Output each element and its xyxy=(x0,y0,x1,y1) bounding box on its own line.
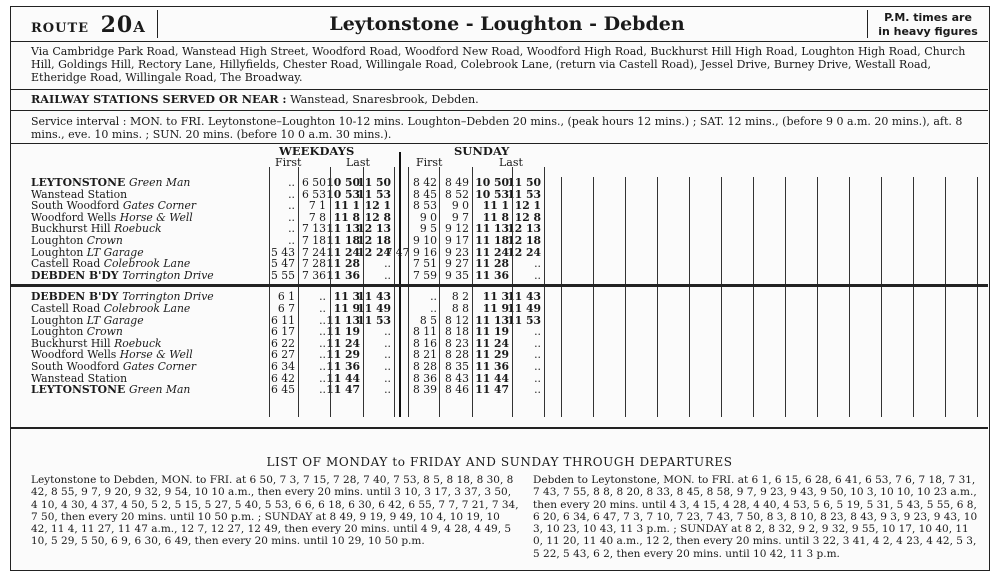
pm-note-line1: P.M. times are xyxy=(884,11,972,24)
time-cell: 8 49 xyxy=(444,176,469,189)
time-cell: .. xyxy=(288,176,295,189)
stop-title: Wanstead Station xyxy=(31,371,128,385)
time-cell: .. xyxy=(534,371,541,385)
time-cell: .. xyxy=(384,336,391,350)
time-cell: 11 13 xyxy=(326,222,360,236)
time-cell: 7 24 xyxy=(301,245,326,259)
time-cell: .. xyxy=(430,302,437,315)
time-cell: 8 43 xyxy=(444,371,469,385)
time-cell: 8 36 xyxy=(412,371,437,385)
time-cell: 9 17 xyxy=(444,234,469,247)
time-cell: 9 7 xyxy=(451,210,469,224)
time-cell: 8 42 xyxy=(412,176,437,189)
stop-title: Woodford Wells xyxy=(31,210,120,224)
stop-title: DEBDEN B'DY xyxy=(31,268,123,282)
time-cell: 8 2 xyxy=(451,290,469,304)
time-cell: .. xyxy=(534,348,541,362)
time-cell: 11 36 xyxy=(475,360,509,373)
stop-landmark: Gates Corner xyxy=(122,360,197,373)
time-cell: 11 36 xyxy=(326,268,360,282)
stop-landmark: Colebrook Lane xyxy=(103,257,191,271)
grid-rule xyxy=(945,177,946,417)
time-cell: 8 12 xyxy=(444,313,469,327)
time-cell: 12 13 xyxy=(357,222,391,236)
route-label: ROUTE xyxy=(31,21,90,36)
through-departures-debden-to-leytonstone: Debden to Leytonstone, MON. to FRI. at 6 1, 6 15, 6 28, 6 41, 6 53, 7 6, 7 18, 7 31, 7 43, 7 55, 8 8, 8 20, 8 33, 8 45, 8 58, 9 7, 9 23, 9 43, 9 50, 10 3, 10 10, 10 23 a.m., then every 20 mins. until 4 3, 4 15, 4 28, 4 40, 4 53, 5 6, 5 19, 5 31, 5 43, 5 55, 6 8, 6 20, 6 34, 6 47, 7 3, 7 10, 7 23, 7 43, 7 50, 8 3, 8 10, 8 23, 8 43, 9 3, 9 23, 9 43, 10 3, 10 23, 10 43, 11 3 p.m. ; SUNDAY at 8 2, 8 32, 9 2, 9 32, 9 55, 10 17, 10 40, 11 0, 11 20, 11 40 a.m., 12 2, then every 20 mins. until 3 22, 3 41, 4 2, 4 23, 4 42, 5 3, 5 22, 5 43, 6 2, then every 20 mins. until 10 42, 11 3 p.m. xyxy=(533,474,978,560)
time-cell: .. xyxy=(430,290,437,304)
time-cell: 8 5 xyxy=(419,313,437,327)
time-cell: 11 50 xyxy=(507,176,541,189)
grid-rule xyxy=(544,167,545,417)
time-cell: 8 45 xyxy=(412,187,437,201)
time-cell: 11 8 xyxy=(482,210,509,224)
time-cell: 6 42 xyxy=(270,371,295,385)
time-cell: 6 22 xyxy=(270,336,295,350)
through-departures xyxy=(11,427,988,574)
stop-landmark: Colebrook Lane xyxy=(103,302,191,315)
route-suffix: A xyxy=(133,18,146,36)
time-cell: 12 8 xyxy=(364,210,391,224)
time-cell: 9 5 xyxy=(419,222,437,236)
time-cell: 11 47 xyxy=(475,383,509,397)
time-cell: 12 1 xyxy=(514,199,541,213)
time-cell: 11 18 xyxy=(475,234,509,247)
time-cell: 11 24 xyxy=(475,245,509,259)
time-cell: .. xyxy=(384,257,391,271)
grid-rule xyxy=(330,167,331,417)
grid-rule xyxy=(561,177,562,417)
grid-rule xyxy=(472,167,473,417)
time-cell: 11 13 xyxy=(475,222,509,236)
grid-rule xyxy=(657,177,658,417)
stop-landmark: Roebuck xyxy=(114,336,162,350)
time-cell: .. xyxy=(384,348,391,362)
time-cell: 7 13 xyxy=(301,222,326,236)
time-cell: 9 35 xyxy=(444,268,469,282)
time-cell: 11 9 xyxy=(482,302,509,315)
time-cell: 11 53 xyxy=(357,187,391,201)
time-cell: 6 50 xyxy=(301,176,326,189)
time-cell: .. xyxy=(319,383,326,397)
grid-rule xyxy=(298,167,299,417)
time-cell: 12 13 xyxy=(507,222,541,236)
time-cell: 11 18 xyxy=(326,234,360,247)
sunday-heading: SUNDAY xyxy=(454,144,510,158)
stop-landmark: Torrington Drive xyxy=(122,290,214,304)
time-cell: 6 17 xyxy=(270,325,295,339)
stop-landmark: LT Garage xyxy=(86,245,144,259)
through-departures-leytonstone-to-debden: Leytonstone to Debden, MON. to FRI. at 6 50, 7 3, 7 15, 7 28, 7 40, 7 53, 8 5, 8 18, 8 30, 8 42, 8 55, 9 7, 9 20, 9 32, 9 54, 10 10 a.m., then every 20 mins. until 3 10, 3 17, 3 37, 3 50, 4 10, 4 30, 4 37, 4 50, 5 2, 5 15, 5 27, 5 40, 5 53, 6 6, 6 18, 6 30, 6 42, 6 55, 7 7, 7 21, 7 34, 7 50, then every 20 mins. until 10 50 p.m. ; SUNDAY at 8 49, 9 19, 9 49, 10 4, 10 19, 10 42, 11 4, 11 27, 11 47 a.m., 12 7, 12 27, 12 49, then every 20 mins. until 4 9, 4 28, 4 49, 5 10, 5 29, 5 50, 6 9, 6 30, 6 49, then every 20 mins. until 10 29, 10 50 p.m. xyxy=(31,474,519,548)
time-cell: 10 50 xyxy=(326,176,360,189)
time-cell: 11 8 xyxy=(333,210,360,224)
time-cell: 6 1 xyxy=(277,290,295,304)
time-cell: 11 53 xyxy=(507,187,541,201)
sunday-first-label: First xyxy=(416,156,443,169)
time-cell: 11 44 xyxy=(326,371,360,385)
time-cell: 10 50 xyxy=(475,176,509,189)
time-cell: .. xyxy=(319,302,326,315)
time-cell: .. xyxy=(319,325,326,339)
grid-rule xyxy=(817,177,818,417)
time-cell: 11 49 xyxy=(357,302,391,315)
stop-landmark: Crown xyxy=(86,234,123,247)
time-cell: 7 51 xyxy=(412,257,437,271)
stop-landmark: Gates Corner xyxy=(122,199,197,213)
time-cell: 11 24 xyxy=(326,336,360,350)
stop-title: Loughton xyxy=(31,234,87,247)
stop-title: South Woodford xyxy=(31,199,123,213)
time-cell: 11 53 xyxy=(357,313,391,327)
time-cell: 11 3 xyxy=(482,290,509,304)
timetable-page xyxy=(10,6,990,571)
time-cell: 6 34 xyxy=(270,360,295,373)
time-cell: 9 0 xyxy=(451,199,469,213)
time-cell: 6 7 xyxy=(277,302,295,315)
stop-title: Woodford Wells xyxy=(31,348,120,362)
stop-landmark: Crown xyxy=(86,325,123,339)
time-cell: 12 18 xyxy=(357,234,391,247)
time-cell: 9 23 xyxy=(444,245,469,259)
time-cell: .. xyxy=(384,268,391,282)
time-cell: .. xyxy=(288,234,295,247)
time-cell: .. xyxy=(319,371,326,385)
time-cell: 11 13 xyxy=(475,313,509,327)
service-interval: Service interval : MON. to FRI. Leytonstone–Loughton 10-12 mins. Loughton–Debden 20 mins., (peak hours 12 mins.) ; SAT. 12 mins., (before 9 0 a.m. 20 mins.), aft. 8 mins., eve. 10 mins. ; SUN. 20 mins. (before 10 0 a.m. 30 mins.). xyxy=(31,115,963,141)
time-cell: 8 23 xyxy=(444,336,469,350)
stop-landmark: Horse & Well xyxy=(119,210,193,224)
time-cell: 7 47 9 16 xyxy=(385,245,437,259)
stop-name xyxy=(31,270,214,282)
time-cell: .. xyxy=(288,210,295,224)
stop-title: LEYTONSTONE xyxy=(31,176,129,189)
time-cell: 11 29 xyxy=(326,348,360,362)
time-cell: 11 53 xyxy=(507,313,541,327)
time-cell: 6 45 xyxy=(270,383,295,397)
stop-landmark: Green Man xyxy=(128,383,191,397)
time-cell: 8 28 xyxy=(412,360,437,373)
time-cell: 11 9 xyxy=(333,302,360,315)
time-cell: 5 47 xyxy=(270,257,295,271)
time-cell: 8 35 xyxy=(444,360,469,373)
grid-rule xyxy=(913,177,914,417)
stop-title: Buckhurst Hill xyxy=(31,222,115,236)
stop-title: Loughton xyxy=(31,325,87,339)
grid-rule xyxy=(512,167,513,417)
stop-title: Buckhurst Hill xyxy=(31,336,115,350)
time-cell: 8 18 xyxy=(444,325,469,339)
stop-landmark: LT Garage xyxy=(86,313,144,327)
grid-rule xyxy=(394,167,395,417)
grid-rule xyxy=(625,177,626,417)
time-cell: 6 53 xyxy=(301,187,326,201)
railway-value: Wanstead, Snaresbrook, Debden. xyxy=(290,93,479,106)
stop-title: Castell Road xyxy=(31,257,104,271)
pm-note-line2: in heavy figures xyxy=(878,25,978,38)
time-cell: 8 52 xyxy=(444,187,469,201)
grid-rule xyxy=(753,177,754,417)
time-cell: 11 29 xyxy=(475,348,509,362)
time-cell: 11 49 xyxy=(507,302,541,315)
time-cell: 7 36 xyxy=(301,268,326,282)
route-number: 20 xyxy=(100,12,134,38)
stop-title: Wanstead Station xyxy=(31,187,128,201)
time-cell: 11 19 xyxy=(326,325,360,339)
time-cell: 12 24 xyxy=(357,245,391,259)
time-cell: 6 11 xyxy=(270,313,295,327)
time-cell: 9 27 xyxy=(444,257,469,271)
time-cell: 9 0 xyxy=(419,210,437,224)
time-cell: 11 1 xyxy=(482,199,509,213)
time-cell: 7 1 xyxy=(308,199,326,213)
grid-rule xyxy=(408,167,409,417)
stop-title: South Woodford xyxy=(31,360,123,373)
stop-title: DEBDEN B'DY xyxy=(31,290,123,304)
time-cell: .. xyxy=(534,360,541,373)
grid-rule xyxy=(269,167,270,417)
time-cell: 11 24 xyxy=(326,245,360,259)
stop-landmark: Horse & Well xyxy=(119,348,193,362)
time-cell: 7 18 xyxy=(301,234,326,247)
via-description: Via Cambridge Park Road, Wanstead High Street, Woodford Road, Woodford New Road, Woodford High Road, Buckhurst Hill High Road, Loughton High Road, Church Hill, Goldings Hill, Rectory Lane, Hillyfields, Chester Road, Willingale Road, Colebrook Lane, (return via Castell Road), Jessel Drive, Burney Drive, Westall Road, Etheridge Road, Willingale Road, The Broadway. xyxy=(31,45,966,84)
time-cell: .. xyxy=(319,360,326,373)
time-cell: .. xyxy=(319,348,326,362)
time-cell: 9 10 xyxy=(412,234,437,247)
time-cell: 11 36 xyxy=(475,268,509,282)
time-cell: 7 59 xyxy=(412,268,437,282)
time-cell: 11 1 xyxy=(333,199,360,213)
time-cell: 11 24 xyxy=(475,336,509,350)
grid-rule xyxy=(593,177,594,417)
stop-landmark: Torrington Drive xyxy=(122,268,214,282)
time-cell: 10 53 xyxy=(475,187,509,201)
time-cell: .. xyxy=(319,336,326,350)
time-cell: 11 44 xyxy=(475,371,509,385)
weekdays-heading: WEEKDAYS xyxy=(279,144,355,158)
grid-rule xyxy=(881,177,882,417)
stop-name xyxy=(31,384,190,396)
sunday-last-label: Last xyxy=(499,156,523,169)
time-cell: 8 11 xyxy=(412,325,437,339)
time-cell: 7 8 xyxy=(308,210,326,224)
time-cell: .. xyxy=(384,325,391,339)
time-cell: 11 28 xyxy=(475,257,509,271)
time-cell: 8 46 xyxy=(444,383,469,397)
time-cell: 5 55 xyxy=(270,268,295,282)
time-cell: .. xyxy=(384,371,391,385)
time-cell: .. xyxy=(384,360,391,373)
time-cell: .. xyxy=(534,336,541,350)
weekdays-first-label: First xyxy=(275,156,302,169)
grid-rule xyxy=(977,177,978,417)
time-cell: .. xyxy=(319,290,326,304)
grid-rule xyxy=(721,177,722,417)
stop-title: LEYTONSTONE xyxy=(31,383,129,397)
time-cell: 8 16 xyxy=(412,336,437,350)
time-cell: .. xyxy=(534,257,541,271)
stop-title: Loughton xyxy=(31,313,87,327)
grid-rule xyxy=(785,177,786,417)
grid-rule xyxy=(689,177,690,417)
grid-rule xyxy=(439,167,440,417)
stop-title: Loughton xyxy=(31,245,87,259)
time-cell: 11 47 xyxy=(326,383,360,397)
time-cell: .. xyxy=(534,383,541,397)
time-cell: 8 39 xyxy=(412,383,437,397)
time-cell: .. xyxy=(288,222,295,236)
stop-landmark: Roebuck xyxy=(114,222,162,236)
time-cell: .. xyxy=(288,187,295,201)
time-cell: 8 8 xyxy=(451,302,469,315)
time-cell: 12 18 xyxy=(507,234,541,247)
time-cell: 11 43 xyxy=(507,290,541,304)
railway-label: RAILWAY STATIONS SERVED OR NEAR : xyxy=(31,92,287,106)
time-cell: 8 21 xyxy=(412,348,437,362)
time-cell: 12 1 xyxy=(364,199,391,213)
weekdays-last-label: Last xyxy=(346,156,370,169)
time-cell: .. xyxy=(534,268,541,282)
through-departures-title: LIST OF MONDAY to FRIDAY AND SUNDAY THROUGH DEPARTURES xyxy=(266,455,733,469)
time-cell: 8 53 xyxy=(412,199,437,213)
grid-rule xyxy=(849,177,850,417)
time-cell: .. xyxy=(534,325,541,339)
time-cell: 11 19 xyxy=(475,325,509,339)
time-cell: .. xyxy=(319,313,326,327)
time-cell: 12 8 xyxy=(514,210,541,224)
time-cell: 7 28 xyxy=(301,257,326,271)
time-cell: 12 24 xyxy=(507,245,541,259)
stop-title: Castell Road xyxy=(31,302,104,315)
time-cell: 10 53 xyxy=(326,187,360,201)
time-cell: 9 12 xyxy=(444,222,469,236)
route-title: Leytonstone - Loughton - Debden xyxy=(329,13,685,35)
time-cell: 5 43 xyxy=(270,245,295,259)
time-cell: 11 50 xyxy=(357,176,391,189)
time-cell: 11 28 xyxy=(326,257,360,271)
time-cell: 11 43 xyxy=(357,290,391,304)
time-cell: .. xyxy=(288,199,295,213)
time-cell: 6 27 xyxy=(270,348,295,362)
time-cell: 11 3 xyxy=(333,290,360,304)
grid-rule xyxy=(363,167,364,417)
time-cell: .. xyxy=(384,383,391,397)
time-cell: 11 13 xyxy=(326,313,360,327)
time-cell: 11 36 xyxy=(326,360,360,373)
grid-row-rule xyxy=(11,286,988,287)
time-cell: 8 28 xyxy=(444,348,469,362)
stop-landmark: Green Man xyxy=(128,176,191,189)
